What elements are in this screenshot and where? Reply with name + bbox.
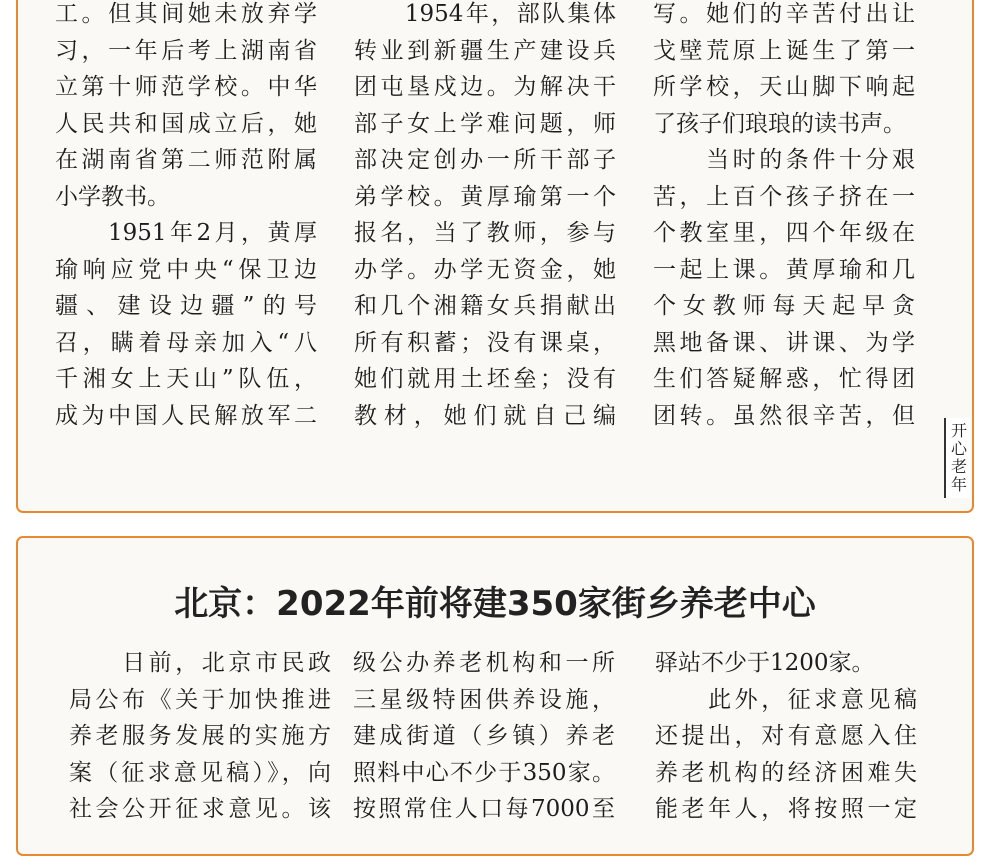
text-line: 工。但其间她未放弃学 — [55, 1, 317, 27]
text-line: 级公办养老机构和一所 — [353, 650, 615, 676]
text-line: 千湘女上天山”队伍， — [55, 366, 317, 392]
text-line: 习，一年后考上湖南省 — [55, 37, 317, 64]
text-column-1 — [69, 645, 331, 828]
text-line: 在湖南省第二师范附属 — [55, 147, 317, 173]
section-tab-char: 老 — [950, 457, 967, 476]
text-column-3 — [653, 0, 915, 434]
text-line: 瑜响应党中央“保卫边 — [55, 256, 317, 283]
text-line: 局公布《关于加快推进 — [69, 686, 331, 713]
text-line: 办学。办学无资金，她 — [354, 256, 616, 283]
text-line: 建成街道（乡镇）养老 — [353, 723, 615, 749]
text-line: 部子女上学难问题，师 — [354, 110, 616, 137]
text-line: 部决定创办一所干部子 — [354, 147, 616, 173]
article-panel-bottom — [16, 536, 974, 856]
text-line: 教材，她们就自己编 — [354, 402, 616, 429]
section-tab-char: 开 — [950, 421, 967, 440]
text-line: 三星级特困供养设施， — [353, 686, 615, 713]
text-line: 黑地备课、讲课、为学 — [653, 329, 915, 356]
article-panel-top — [16, 0, 974, 513]
text-line: 苦，上百个孩子挤在一 — [653, 183, 915, 210]
text-line: 此外，征求意见稿 — [655, 686, 917, 713]
text-line: 日前，北京市民政 — [69, 650, 331, 676]
text-line: 写。她们的辛苦付出让 — [653, 1, 915, 27]
text-line: 召，瞒着母亲加入“八 — [55, 329, 317, 356]
text-line: 转业到新疆生产建设兵 — [354, 37, 616, 64]
text-line: 所学校，天山脚下响起 — [653, 74, 915, 100]
text-line: 驿站不少于1200家。 — [655, 650, 875, 676]
text-line: 小学教书。 — [55, 183, 170, 210]
article-headline: 北京：2022年前将建350家街乡养老中心 — [174, 584, 816, 624]
text-line: 戈壁荒原上诞生了第一 — [653, 37, 915, 64]
text-column-2 — [353, 645, 615, 828]
text-line: 团屯垦戍边。为解决干 — [354, 74, 616, 100]
text-line: 所有积蓄；没有课桌， — [354, 329, 616, 356]
text-line: 了孩子们琅琅的读书声。 — [653, 110, 906, 137]
text-line: 还提出，对有意愿入住 — [655, 723, 917, 749]
text-line: 生们答疑解惑，忙得团 — [653, 366, 915, 392]
text-column-2 — [354, 0, 616, 434]
text-line: 养老服务发展的实施方 — [69, 723, 331, 749]
text-line: 一起上课。黄厚瑜和几 — [653, 256, 915, 283]
text-line: 养老机构的经济困难失 — [655, 759, 917, 786]
text-line: 团转。虽然很辛苦，但 — [653, 402, 915, 429]
text-line: 按照常住人口每7000至 — [353, 796, 615, 822]
text-line: 人民共和国成立后，她 — [55, 110, 317, 137]
text-line: 她们就用土坯垒；没有 — [354, 366, 616, 392]
text-line: 弟学校。黄厚瑜第一个 — [354, 183, 616, 210]
text-line: 成为中国人民解放军二 — [55, 402, 317, 429]
text-line: 1951年2月，黄厚 — [55, 220, 317, 246]
text-line: 案（征求意见稿）》，向 — [69, 759, 331, 786]
text-line: 和几个湘籍女兵捐献出 — [354, 293, 616, 319]
text-line: 当时的条件十分艰 — [653, 147, 915, 173]
text-line: 报名，当了教师，参与 — [354, 220, 616, 246]
text-column-1 — [55, 0, 317, 434]
text-line: 立第十师范学校。中华 — [55, 74, 317, 100]
text-column-3 — [655, 645, 917, 828]
text-line: 个女教师每天起早贪 — [653, 293, 915, 319]
text-line: 个教室里，四个年级在 — [653, 220, 915, 246]
section-tab — [944, 418, 970, 498]
section-tab-char: 年 — [950, 475, 967, 494]
text-line: 能老年人，将按照一定 — [655, 796, 917, 822]
section-tab-char: 心 — [950, 439, 967, 458]
text-line: 照料中心不少于350家。 — [353, 759, 615, 786]
text-line: 社会公开征求意见。该 — [69, 796, 331, 822]
text-line: 疆、建设边疆”的号 — [55, 293, 317, 319]
text-line: 1954年，部队集体 — [354, 1, 616, 27]
